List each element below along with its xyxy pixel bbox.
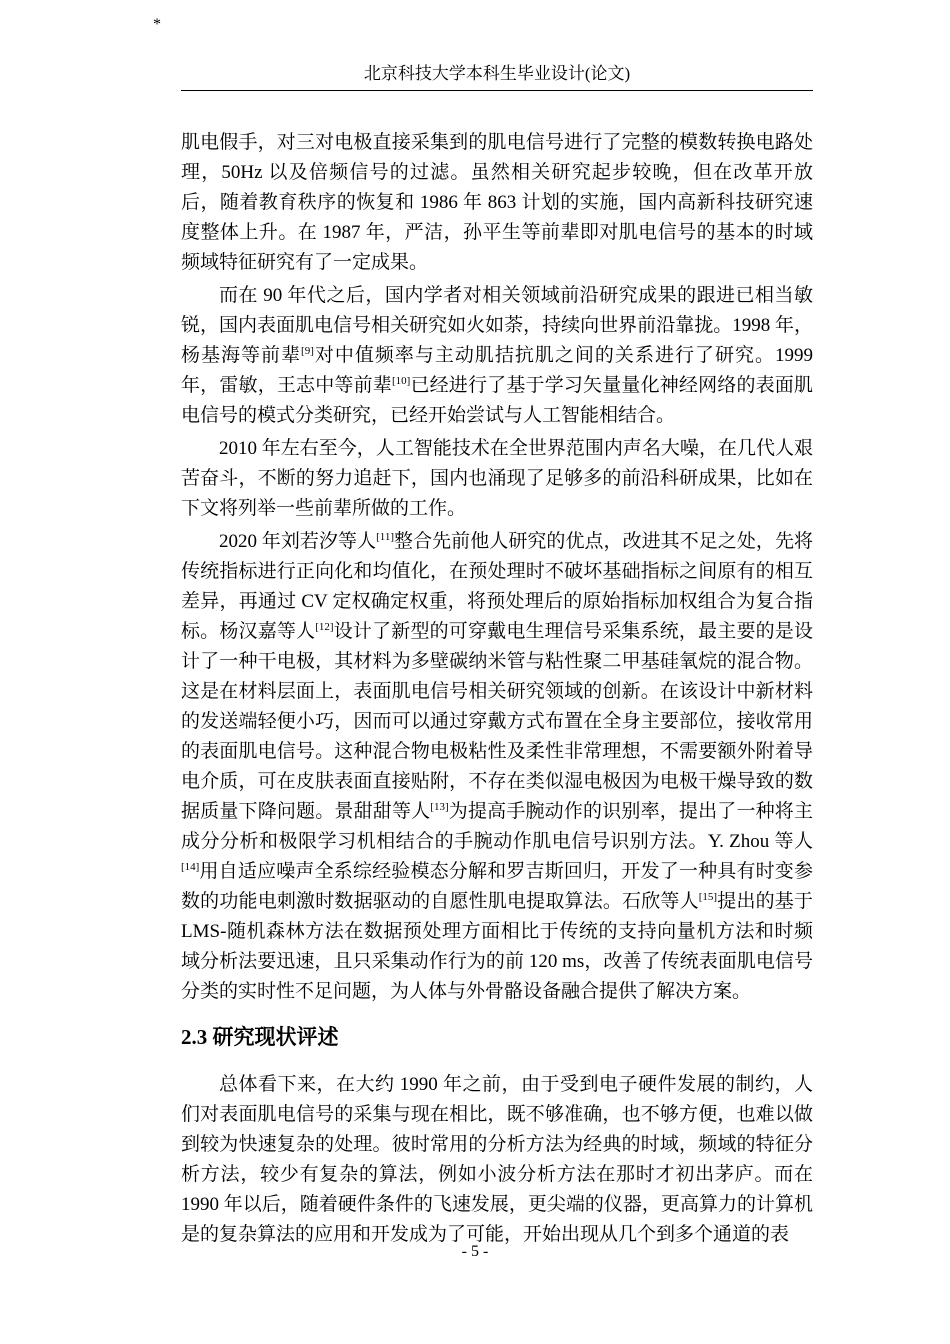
citation-ref[interactable]: [13] <box>430 801 449 813</box>
paragraph-text: 为提高手腕动作的识别率，提出了一种将主成分分析和极限学习机相结合的手腕动作肌电信号识别方法。Y. Zhou 等人 <box>181 801 813 852</box>
citation-ref[interactable]: [12] <box>315 621 334 633</box>
citation-ref[interactable]: [15] <box>698 891 718 903</box>
paragraph-2010: 2010 年左右至今，人工智能技术在全世界范围内声名大噪，在几代人艰苦奋斗，不断的努力追赶下，国内也涌现了足够多的前沿科研成果，比如在下文将列举一些前辈所做的工作。 <box>181 438 813 519</box>
page-body <box>181 128 813 1250</box>
paragraph-text: 设计了新型的可穿戴电生理信号采集系统，最主要的是设计了一种干电极，其材料为多壁碳纳米管与粘性聚二甲基硅氧烷的混合物。这是在材料层面上，表面肌电信号相关研究领域的创新。在该设计中新材料的发送端轻便小巧，因而可以通过穿戴方式布置在全身主要部位，接收常用的表面肌电信号。这种混合物电极粘性及柔性非常理想，不需要额外附着导电介质，可在皮肤表面直接贴附，不存在类似湿电极因为电极干燥导致的数据质量下降问题。景甜甜等人 <box>181 621 813 822</box>
paragraph-text: 整合先前他人研究的优点，改进其不足之处，先将传统指标进行正向化和均值化，在预处理时不破坏基础指标之间原有的相互差异，再通过 CV 定权确定权重，将预处理后的原始指标加权组合为复合指标。杨汉嘉等人 <box>181 531 813 642</box>
citation-ref[interactable]: [10] <box>391 375 411 387</box>
citation-ref[interactable]: [9] <box>301 345 314 357</box>
header-rule <box>181 90 813 91</box>
page-number: - 5 - <box>461 1243 489 1260</box>
paragraph-text: 2020 年刘若汐等人 <box>219 531 377 552</box>
page-header: 北京科技大学本科生毕业设计(论文) <box>363 64 631 83</box>
paragraph-1990s <box>181 281 813 431</box>
corner-mark: * <box>153 16 161 33</box>
citation-ref[interactable]: [11] <box>376 531 394 543</box>
paragraph-continued: 肌电假手，对三对电极直接采集到的肌电信号进行了完整的模数转换电路处理，50Hz 以及倍频信号的过滤。虽然相关研究起步较晚，但在改革开放后，随着教育秩序的恢复和 1986 年 863 计划的实施，国内高新科技研究速度整体上升。在 1987 年，严洁，孙平生等前辈即对肌电信号的基本的时域频域特征研究有了一定成果。 <box>181 132 813 273</box>
section-heading: 2.3 研究现状评述 <box>181 1025 339 1049</box>
paragraph-text: 对中值频率与主动肌拮抗肌之间的关系进行了研究。1999 年，雷敏，王志中等前辈 <box>181 345 813 396</box>
paragraph-review: 总体看下来，在大约 1990 年之前，由于受到电子硬件发展的制约，人们对表面肌电信号的采集与现在相比，既不够准确，也不够方便，也难以做到较为快速复杂的处理。彼时常用的分析方法为经典的时域，频域的特征分析方法，较少有复杂的算法，例如小波分析方法在那时才初出茅庐。而在 1990 年以后，随着硬件条件的飞速发展，更尖端的仪器，更高算力的计算机是的复杂算法的应用和开发成为了可能，开始出现从几个到多个通道的表 <box>181 1074 813 1245</box>
citation-ref[interactable]: [14] <box>181 861 200 873</box>
paragraph-2020 <box>181 527 813 1007</box>
paragraph-text: 而在 90 年代之后，国内学者对相关领域前沿研究成果的跟进已相当敏锐，国内表面肌电信号相关研究如火如荼，持续向世界前沿靠拢。1998 年，杨基海等前辈 <box>181 285 813 366</box>
paragraph-text: 提出的基于 LMS-随机森林方法在数据预处理方面相比于传统的支持向量机方法和时频域分析法要迅速，且只采集动作行为的前 120 ms，改善了传统表面肌电信号分类的实时性不足问题，为人体与外骨骼设备融合提供了解决方案。 <box>181 891 813 1002</box>
paragraph-text: 用自适应噪声全系综经验模态分解和罗吉斯回归，开发了一种具有时变参数的功能电刺激时数据驱动的自愿性肌电提取算法。石欣等人 <box>181 861 813 912</box>
paragraph-text: 已经进行了基于学习矢量量化神经网络的表面肌电信号的模式分类研究，已经开始尝试与人工智能相结合。 <box>181 375 813 426</box>
